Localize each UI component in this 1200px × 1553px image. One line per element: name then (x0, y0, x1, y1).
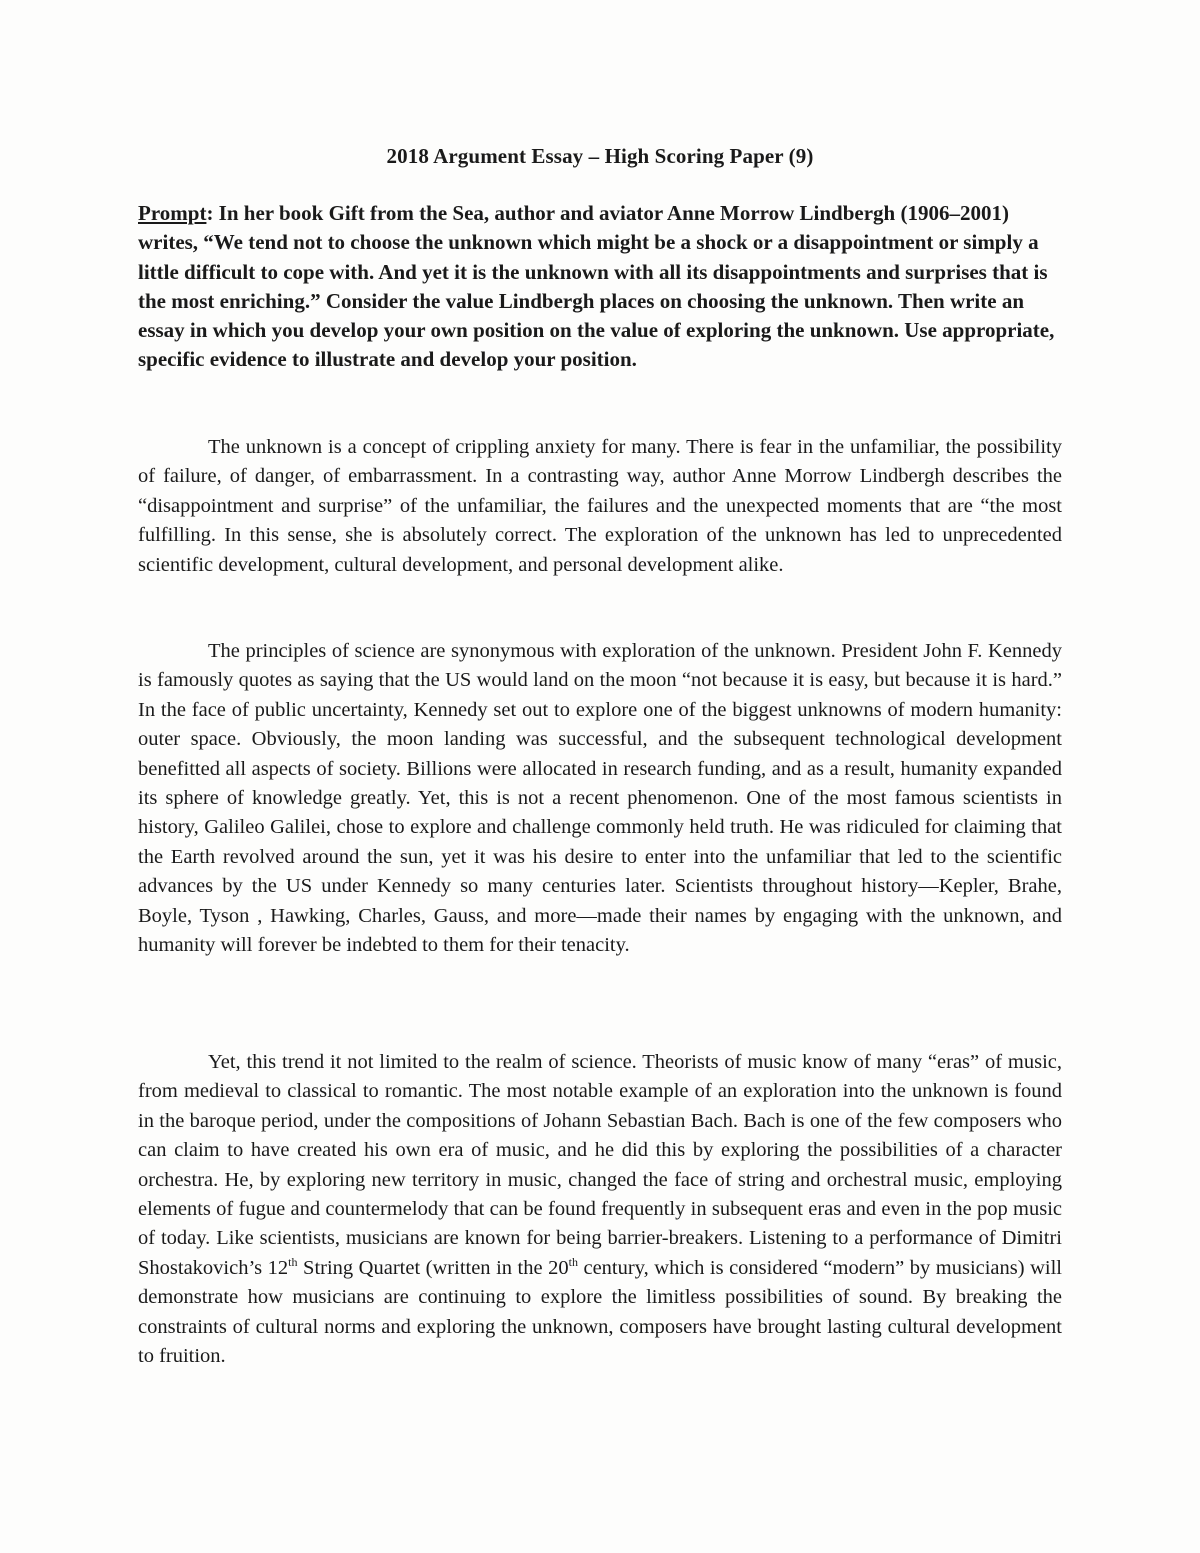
essay-paragraph-2: The principles of science are synonymous with exploration of the unknown. President John F. Kennedy is famously quotes as saying that the US would land on the moon “not because it is easy, but because it is hard.” In the face of public uncertainty, Kennedy set out to explore one of the biggest unknowns of modern humanity: outer space. Obviously, the moon landing was successful, and the subsequent technological development benefitted all aspects of society. Billions were allocated in research funding, and as a result, humanity expanded its sphere of knowledge greatly. Yet, this is not a recent phenomenon. One of the most famous scientists in history, Galileo Galilei, chose to explore and challenge commonly held truth. He was ridiculed for claiming that the Earth revolved around the sun, yet it was his desire to enter into the unfamiliar that led to the scientific advances by the US under Kennedy so many centuries later. Scientists throughout history—Kepler, Brahe, Boyle, Tyson , Hawking, Charles, Gauss, and more—made their names by engaging with the unknown, and humanity will forever be indebted to them for their tenacity. (138, 640, 1062, 957)
prompt-text: : In her book Gift from the Sea, author and aviator Anne Morrow Lindbergh (1906–2001) writes, “We tend not to choose the unknown which might be a shock or a disappointment or simply a little difficult to cope with. And yet it is the unknown with all its disappointments and surprises that is the most enriching.” Consider the value Lindbergh places on choosing the unknown. Then write an essay in which you develop your own position on the value of exploring the unknown. Use appropriate, specific evidence to illustrate and develop your position. (138, 201, 1055, 372)
document-title: 2018 Argument Essay – High Scoring Paper (9) (386, 144, 814, 168)
essay-prompt (138, 199, 1058, 375)
paragraph-3-text-a: Yet, this trend it not limited to the realm of science. Theorists of music know of many “eras” of music, from medieval to classical to romantic. The most notable example of an exploration into the unknown is found in the baroque period, under the compositions of Johann Sebastian Bach. Bach is one of the few composers who can claim to have created his own era of music, and he did this by exploring the possibilities of a character orchestra. He, by exploring new territory in music, changed the face of string and orchestral music, employing elements of fugue and countermelody that can be found frequently in subsequent eras and even in the pop music of today. Like scientists, musicians are known for being barrier-breakers. Listening to a performance of Dimitri Shostakovich’s 12 (138, 1051, 1062, 1279)
paragraph-3-text-c: century, which is considered “modern” by musicians) will demonstrate how musicians are continuing to explore the limitless possibilities of sound. By breaking the constraints of cultural norms and exploring the unknown, composers have brought lasting cultural development to fruition. (138, 1256, 1062, 1368)
ordinal-suffix-12th: th (288, 1255, 298, 1270)
essay-paragraph-3 (138, 1048, 1062, 1371)
ordinal-suffix-20th: th (568, 1255, 578, 1270)
prompt-label: Prompt (138, 201, 207, 225)
essay-paragraph-1: The unknown is a concept of crippling anxiety for many. There is fear in the unfamiliar, the possibility of failure, of danger, of embarrassment. In a contrasting way, author Anne Morrow Lindbergh describes the “disappointment and surprise” of the unfamiliar, the failures and the unexpected moments that are “the most fulfilling. In this sense, she is absolutely correct. The exploration of the unknown has led to unprecedented scientific development, cultural development, and personal development alike. (138, 436, 1062, 576)
paragraph-3-text-b: String Quartet (written in the 20 (297, 1256, 569, 1279)
